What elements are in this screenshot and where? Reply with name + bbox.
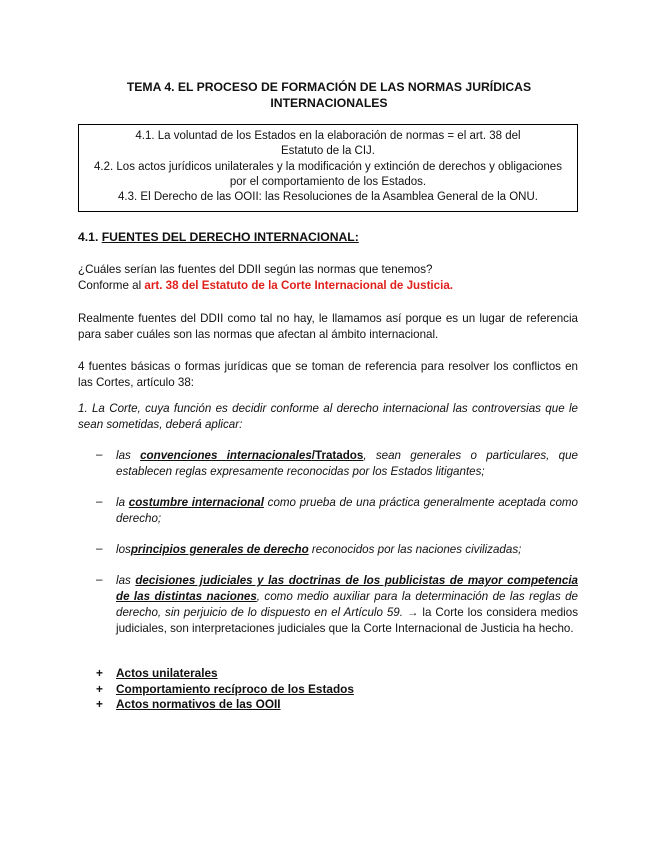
plus-item-unilateral-acts: Actos unilaterales	[116, 666, 218, 680]
conforme-prefix: Conforme al	[78, 279, 145, 292]
plus-bullet-3: +	[96, 697, 103, 711]
item-a-bold-1: convenciones internacionales	[140, 449, 312, 462]
article-reference: art. 38 del Estatuto de la Corte Internacional de Justicia.	[144, 279, 453, 292]
plus-item-reciprocal-behavior: Comportamiento recíproco de los Estados	[116, 682, 354, 696]
summary-line-3: 4.2. Los actos jurídicos unilaterales y la modificación y extinción de derechos y obligaciones	[94, 160, 562, 173]
summary-line-5: 4.3. El Derecho de las OOII: las Resoluciones de la Asamblea General de la ONU.	[118, 191, 538, 204]
item-c-bold: principios generales de derecho	[130, 543, 309, 556]
source-item-treaties	[116, 448, 578, 480]
item-a-prefix: las	[116, 449, 141, 462]
item-a-text: , sean generales o particulares, que establecen reglas expresamente reconocidas por los Estados litigantes;	[116, 449, 578, 478]
summary-line-2: Estatuto de la CIJ.	[281, 145, 375, 158]
item-d-prefix: las	[116, 574, 136, 587]
realmente-paragraph: Realmente fuentes del DDII como tal no hay, le llamamos así porque es un lugar de referencia para saber cuáles son las normas que afectan al ámbito internacional.	[78, 312, 578, 341]
title-line-1: TEMA 4. EL PROCESO DE FORMACIÓN DE LAS NORMAS JURÍDICAS	[126, 80, 532, 94]
plus-bullet-2: +	[96, 682, 103, 696]
page-title	[78, 79, 580, 111]
item-b-prefix: la	[116, 496, 129, 509]
question-line: ¿Cuáles serían las fuentes del DDII según las normas que tenemos?	[78, 263, 433, 276]
item-d-bold: decisiones judiciales y las doctrinas de los publicistas de mayor competencia de las distintas naciones	[116, 574, 578, 603]
section-heading	[78, 230, 359, 244]
item-b-text: como prueba de una práctica generalmente aceptada como derecho;	[116, 496, 578, 525]
dash-bullet-a: –	[96, 448, 103, 461]
source-item-custom	[116, 495, 578, 527]
item-a-bold-2: /Tratados	[311, 449, 364, 462]
item-d-text: , como medio auxiliar para la determinación de las reglas de derecho, sin perjuicio de lo dispuesto en el Artículo 59.	[116, 590, 578, 619]
summary-line-1: 4.1. La voluntad de los Estados en la elaboración de normas = el art. 38 del	[135, 130, 521, 142]
title-line-2: INTERNACIONALES	[270, 96, 388, 110]
dash-bullet-d: –	[96, 573, 103, 586]
summary-line-4: por el comportamiento de los Estados.	[229, 175, 427, 188]
article-38-text: 1. La Corte, cuya función es decidir conforme al derecho internacional las controversias que le sean sometidas, deberá aplicar:	[78, 402, 578, 431]
item-d-comment: → la Corte los considera medios judiciales, son interpretaciones judiciales que la Corte Internacional de Justicia ha hecho.	[116, 606, 578, 635]
summary-box	[78, 124, 578, 212]
source-item-decisions	[116, 573, 578, 637]
source-item-principles	[116, 542, 578, 558]
item-c-text: reconocidos por las naciones civilizadas;	[308, 543, 522, 556]
section-number: 4.1.	[78, 230, 99, 244]
section-title: FUENTES DEL DERECHO INTERNACIONAL:	[101, 230, 359, 244]
plus-item-normative-acts: Actos normativos de las OOII	[116, 697, 281, 711]
item-c-prefix: los	[116, 543, 131, 556]
dash-bullet-c: –	[96, 542, 103, 555]
question-paragraph	[78, 262, 578, 294]
item-b-bold: costumbre internacional	[128, 496, 264, 509]
cuatro-fuentes-paragraph: 4 fuentes básicas o formas jurídicas que se toman de referencia para resolver los conflictos en las Cortes, artículo 38:	[78, 360, 578, 389]
dash-bullet-b: –	[96, 495, 103, 508]
plus-bullet-1: +	[96, 666, 103, 680]
conforme-line	[78, 278, 578, 294]
